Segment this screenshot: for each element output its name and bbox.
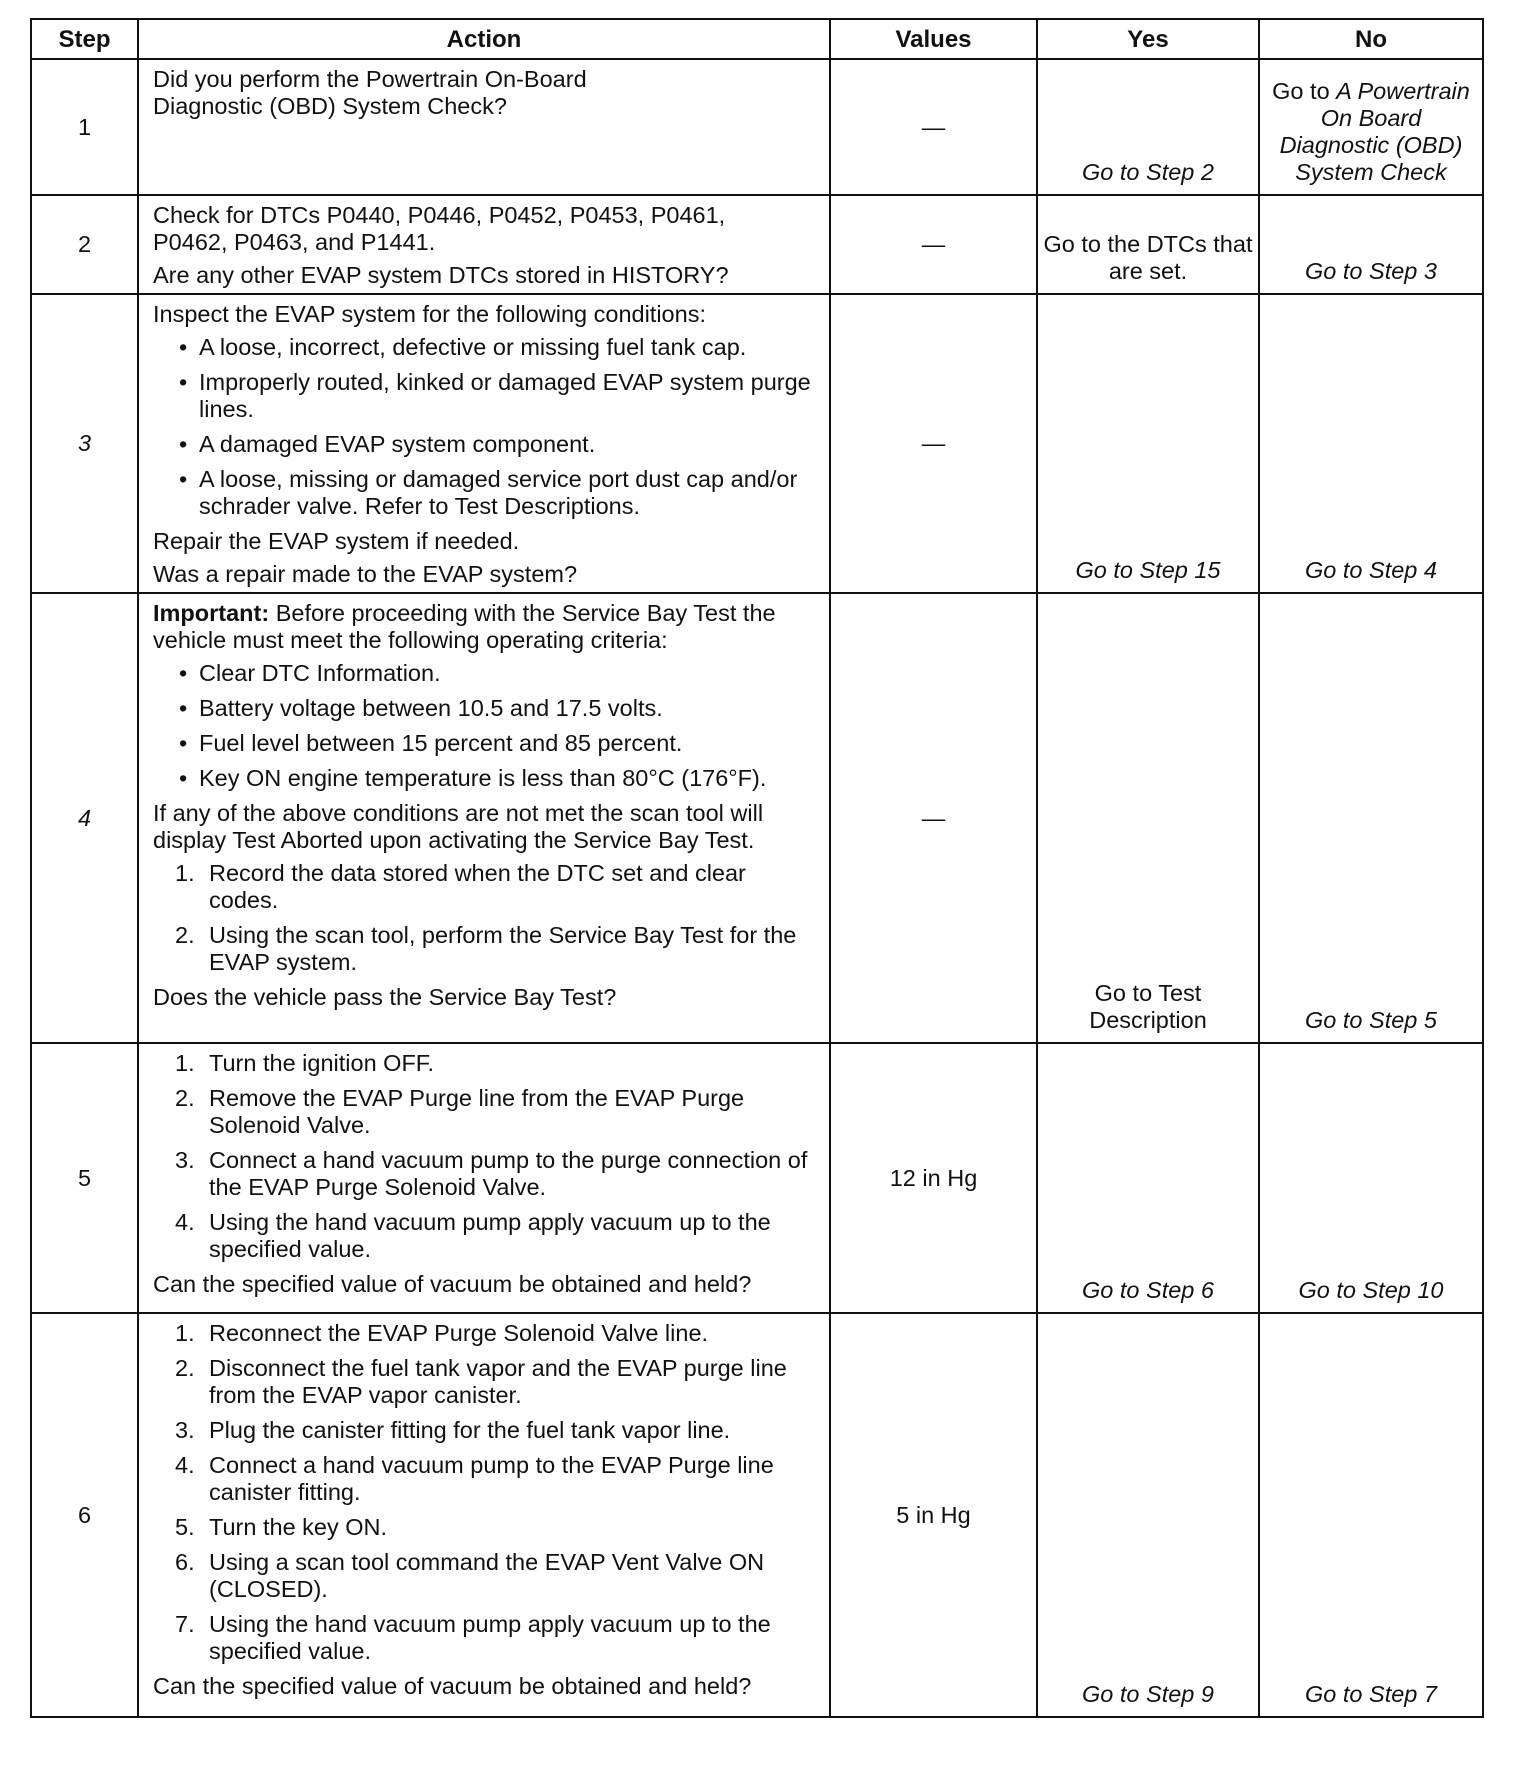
no-cell[interactable] bbox=[1259, 59, 1483, 195]
yes-cell[interactable]: Go to Step 6 bbox=[1037, 1043, 1259, 1313]
action-text: If any of the above conditions are not met the scan tool will display Test Aborted upon activating the Service Bay Test. bbox=[153, 800, 764, 853]
step-number: 5 bbox=[31, 1043, 138, 1313]
yes-cell[interactable]: Go to Test Description bbox=[1037, 593, 1259, 1043]
action-question: Can the specified value of vacuum be obtained and held? bbox=[153, 1271, 752, 1297]
table-row-step-3 bbox=[31, 294, 1483, 593]
action-question: Are any other EVAP system DTCs stored in HISTORY? bbox=[153, 262, 729, 288]
no-cell[interactable]: Go to Step 3 bbox=[1259, 195, 1483, 294]
important-text: Before proceeding with the Service Bay Test the vehicle must meet the following operating criteria: bbox=[153, 600, 776, 653]
no-cell[interactable]: Go to Step 10 bbox=[1259, 1043, 1483, 1313]
important-note bbox=[153, 600, 821, 654]
numbered-item: 1. Reconnect the EVAP Purge Solenoid Valve line. bbox=[175, 1320, 709, 1346]
bullet-item: • Battery voltage between 10.5 and 17.5 volts. bbox=[179, 695, 821, 722]
step-number: 1 bbox=[31, 59, 138, 195]
numbered-item: 2. Using the scan tool, perform the Service Bay Test for the EVAP system. bbox=[175, 922, 797, 975]
numbered-item: 2. Remove the EVAP Purge line from the EVAP Purge Solenoid Valve. bbox=[175, 1085, 745, 1138]
numbered-item: 1. Turn the ignition OFF. bbox=[175, 1050, 435, 1076]
numbered-item: 1. Record the data stored when the DTC set and clear codes. bbox=[175, 860, 746, 913]
numbered-item: 4. Connect a hand vacuum pump to the EVAP Purge line canister fitting. bbox=[175, 1452, 774, 1505]
bullet-item: • A loose, incorrect, defective or missing fuel tank cap. bbox=[179, 334, 821, 361]
bullet-item: • A damaged EVAP system component. bbox=[179, 431, 821, 458]
table-row-step-4 bbox=[31, 593, 1483, 1043]
important-label: Important: bbox=[153, 600, 270, 626]
action-cell bbox=[138, 593, 830, 1043]
action-question: Can the specified value of vacuum be obtained and held? bbox=[153, 1673, 752, 1699]
action-question: Was a repair made to the EVAP system? bbox=[153, 561, 578, 587]
numbered-item: 2. Disconnect the fuel tank vapor and the EVAP purge line from the EVAP vapor canister. bbox=[175, 1355, 787, 1408]
action-cell bbox=[138, 1043, 830, 1313]
action-text: Check for DTCs P0440, P0446, P0452, P0453, P0461, P0462, P0463, and P1441. bbox=[153, 202, 726, 255]
values-cell: — bbox=[830, 294, 1037, 593]
header-row bbox=[31, 19, 1483, 59]
no-cell[interactable]: Go to Step 5 bbox=[1259, 593, 1483, 1043]
table-row-step-2 bbox=[31, 195, 1483, 294]
action-cell bbox=[138, 59, 830, 195]
step-number: 6 bbox=[31, 1313, 138, 1717]
action-question: Does the vehicle pass the Service Bay Test? bbox=[153, 984, 617, 1010]
step-number: 3 bbox=[31, 294, 138, 593]
no-link[interactable]: A Powertrain On Board Diagnostic (OBD) System Check bbox=[1279, 78, 1470, 185]
action-text: Repair the EVAP system if needed. bbox=[153, 528, 520, 554]
action-cell bbox=[138, 294, 830, 593]
header-no: No bbox=[1259, 19, 1483, 59]
action-intro: Inspect the EVAP system for the following conditions: bbox=[153, 301, 706, 327]
header-values: Values bbox=[830, 19, 1037, 59]
table-row-step-6 bbox=[31, 1313, 1483, 1717]
action-text: Did you perform the Powertrain On-Board Diagnostic (OBD) System Check? bbox=[153, 66, 587, 119]
diagnostic-table bbox=[30, 18, 1484, 1718]
action-cell bbox=[138, 1313, 830, 1717]
yes-cell[interactable]: Go to Step 2 bbox=[1037, 59, 1259, 195]
bullet-item: • Fuel level between 15 percent and 85 percent. bbox=[179, 730, 821, 757]
bullet-item: • A loose, missing or damaged service port dust cap and/or schrader valve. Refer to Test Descriptions. bbox=[179, 466, 821, 520]
values-cell: 12 in Hg bbox=[830, 1043, 1037, 1313]
no-prefix: Go to bbox=[1272, 78, 1337, 104]
values-cell: 5 in Hg bbox=[830, 1313, 1037, 1717]
values-cell: — bbox=[830, 195, 1037, 294]
numbered-item: 5. Turn the key ON. bbox=[175, 1514, 388, 1540]
bullet-item: • Improperly routed, kinked or damaged EVAP system purge lines. bbox=[179, 369, 821, 423]
bullet-item: • Clear DTC Information. bbox=[179, 660, 821, 687]
no-cell[interactable]: Go to Step 4 bbox=[1259, 294, 1483, 593]
header-step: Step bbox=[31, 19, 138, 59]
table-row-step-1 bbox=[31, 59, 1483, 195]
step-number: 2 bbox=[31, 195, 138, 294]
step-number: 4 bbox=[31, 593, 138, 1043]
numbered-item: 3. Plug the canister fitting for the fuel tank vapor line. bbox=[175, 1417, 731, 1443]
header-yes: Yes bbox=[1037, 19, 1259, 59]
numbered-item: 3. Connect a hand vacuum pump to the purge connection of the EVAP Purge Solenoid Valve. bbox=[175, 1147, 808, 1200]
numbered-item: 7. Using the hand vacuum pump apply vacuum up to the specified value. bbox=[175, 1611, 771, 1664]
numbered-item: 6. Using a scan tool command the EVAP Vent Valve ON (CLOSED). bbox=[175, 1549, 765, 1602]
yes-cell[interactable]: Go to Step 15 bbox=[1037, 294, 1259, 593]
header-action: Action bbox=[138, 19, 830, 59]
values-cell: — bbox=[830, 59, 1037, 195]
action-cell bbox=[138, 195, 830, 294]
no-cell[interactable]: Go to Step 7 bbox=[1259, 1313, 1483, 1717]
bullet-item: • Key ON engine temperature is less than 80°C (176°F). bbox=[179, 765, 821, 792]
yes-cell[interactable]: Go to the DTCs that are set. bbox=[1037, 195, 1259, 294]
numbered-item: 4. Using the hand vacuum pump apply vacuum up to the specified value. bbox=[175, 1209, 771, 1262]
values-cell: — bbox=[830, 593, 1037, 1043]
yes-cell[interactable]: Go to Step 9 bbox=[1037, 1313, 1259, 1717]
table-row-step-5 bbox=[31, 1043, 1483, 1313]
